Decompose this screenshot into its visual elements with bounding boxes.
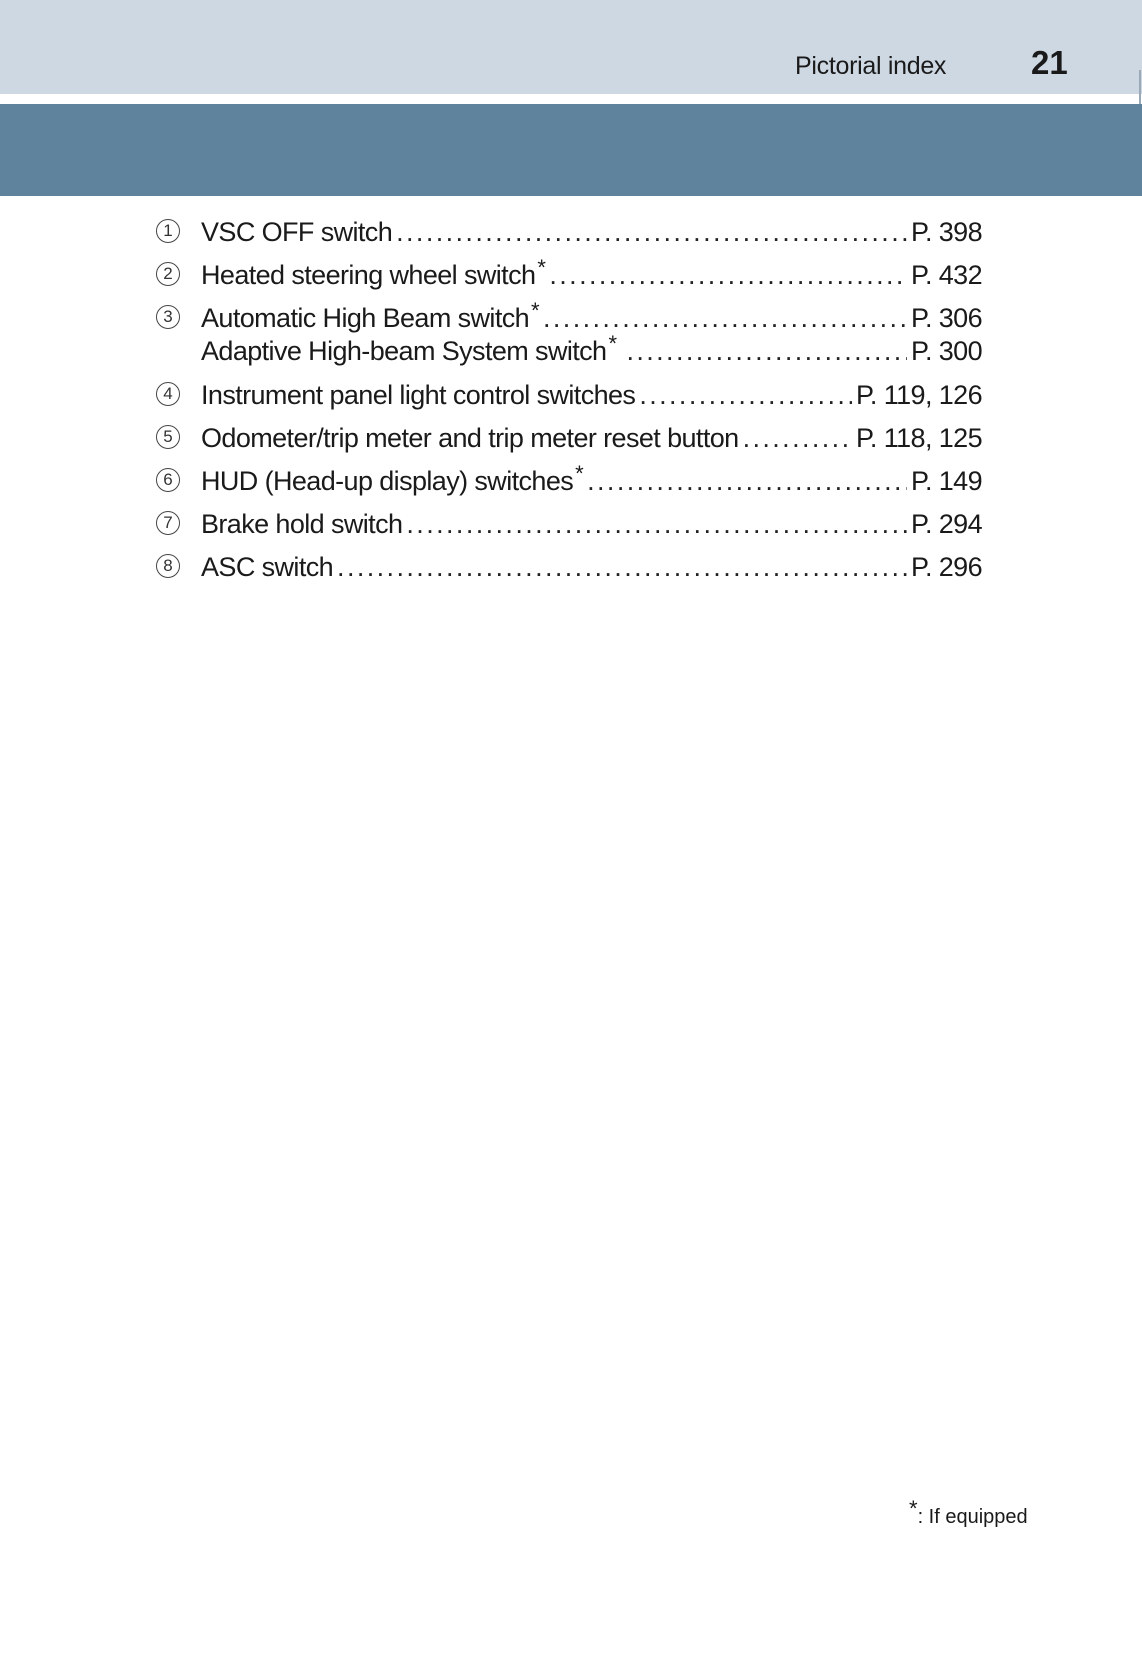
item-number-badge: 3 [156, 305, 180, 329]
dot-leader [337, 549, 907, 585]
list-item [156, 257, 982, 300]
item-number-badge: 6 [156, 468, 180, 492]
dot-leader [396, 214, 907, 250]
if-equipped-asterisk: * [537, 255, 546, 280]
list-item [156, 463, 982, 506]
page-reference[interactable]: P. 300 [911, 336, 982, 366]
dot-leader [587, 463, 907, 499]
if-equipped-asterisk: * [608, 331, 617, 356]
item-label: Heated steering wheel switch [201, 260, 536, 290]
item-label: HUD (Head-up display) switches [201, 466, 574, 496]
page-number: 21 [1031, 44, 1068, 81]
header-band [0, 0, 1142, 94]
item-label: ASC switch [201, 552, 334, 582]
item-number-badge: 8 [156, 554, 180, 578]
list-item [156, 214, 982, 257]
dot-leader [406, 506, 907, 542]
dot-leader [639, 377, 852, 413]
section-banner [0, 104, 1142, 196]
footnote [909, 1496, 1028, 1529]
item-number-badge: 1 [156, 219, 180, 243]
item-number-badge: 5 [156, 425, 180, 449]
dot-leader [549, 257, 907, 293]
item-number-badge: 7 [156, 511, 180, 535]
section-title: Pictorial index [795, 52, 947, 80]
dot-leader [626, 333, 907, 369]
page-reference[interactable]: P. 119, 126 [855, 380, 982, 410]
list-item [156, 377, 982, 420]
list-item [156, 333, 982, 377]
page-reference[interactable]: P. 294 [911, 509, 982, 539]
item-label: Brake hold switch [201, 509, 403, 539]
dot-leader [743, 420, 852, 456]
page-reference[interactable]: P. 118, 125 [855, 423, 982, 453]
item-label: Automatic High Beam switch [201, 303, 530, 333]
page-reference[interactable]: P. 398 [911, 217, 982, 247]
item-label: Adaptive High-beam System switch [201, 336, 607, 366]
list-item [156, 549, 982, 592]
dot-leader [543, 300, 907, 336]
footnote-asterisk: * [909, 1496, 918, 1521]
page-reference[interactable]: P. 296 [911, 552, 982, 582]
item-label: Odometer/trip meter and trip meter reset button [201, 423, 739, 453]
index-list [156, 214, 982, 592]
item-number-badge: 4 [156, 382, 180, 406]
if-equipped-asterisk: * [531, 298, 539, 323]
list-item [156, 300, 982, 333]
footnote-text: : If equipped [917, 1506, 1028, 1528]
page-reference[interactable]: P. 306 [911, 303, 982, 333]
list-item [156, 420, 982, 463]
if-equipped-asterisk: * [575, 461, 584, 486]
list-item [156, 506, 982, 549]
page-reference[interactable]: P. 432 [911, 260, 982, 290]
page-reference[interactable]: P. 149 [911, 466, 982, 496]
item-number-badge: 2 [156, 262, 180, 286]
item-label: VSC OFF switch [201, 217, 393, 247]
item-label: Instrument panel light control switches [201, 380, 636, 410]
